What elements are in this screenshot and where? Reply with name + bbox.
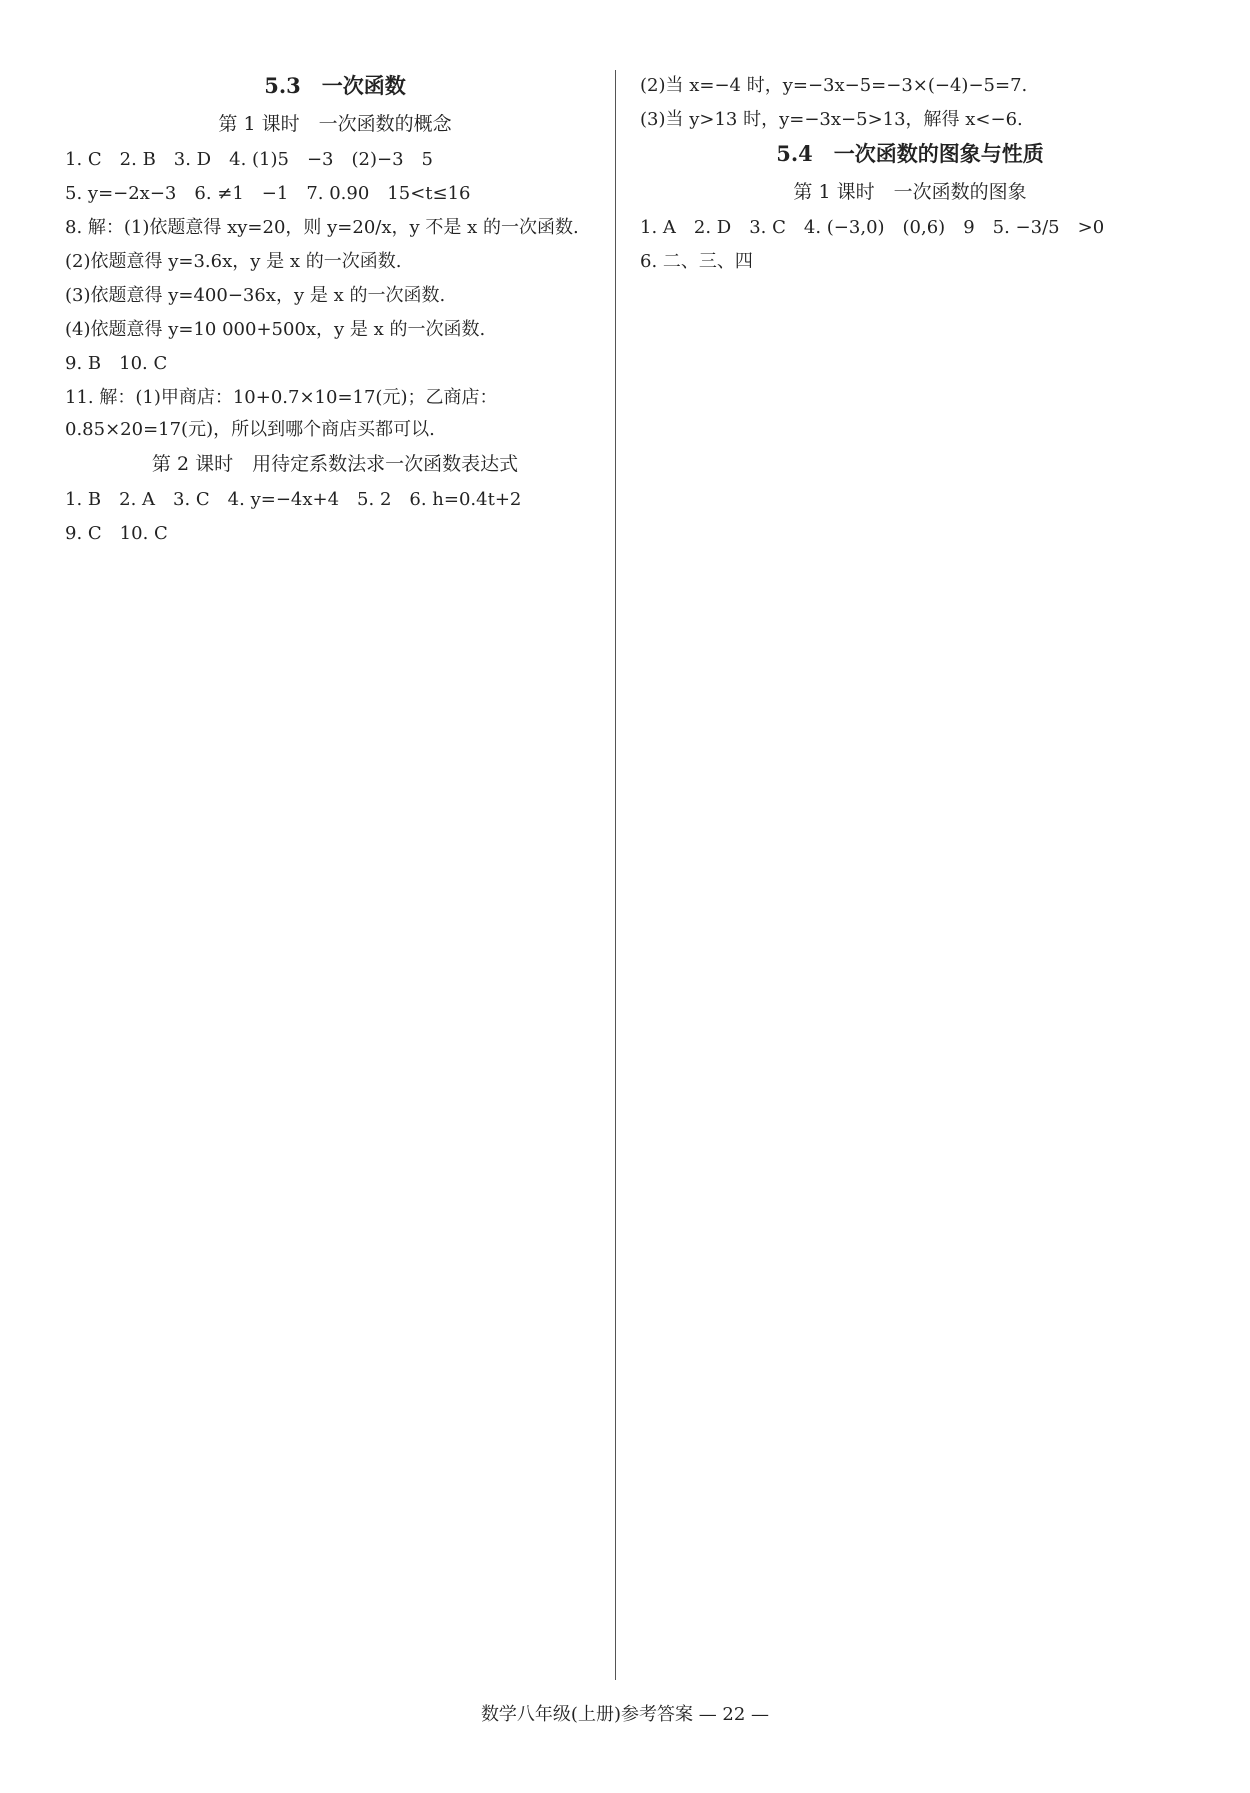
section-title: 5.4 一次函数的图象与性质 [776,141,1044,166]
answer-line: 5. y=−2x−3 6. ≠1 −1 7. 0.90 15<t≤16 [65,183,471,204]
lesson-title: 第 2 课时 用待定系数法求一次函数表达式 [151,453,519,475]
answer-list [640,212,1180,278]
answer-line: 6. 二、三、四 [640,251,753,272]
answer-line: 8. 解：(1)依题意得 xy=20，则 y=20/x，y 不是 x 的一次函数. [65,217,579,238]
left-column [65,70,605,552]
right-column [640,70,1180,280]
answer-line: 9. B 10. C [65,353,168,374]
answer-line: (4)依题意得 y=10 000+500x，y 是 x 的一次函数. [65,319,486,340]
answer-line: 11. 解：(1)甲商店：10+0.7×10=17(元)；乙商店：0.85×20=17(元)，所以到哪个商店买都可以. [65,387,498,440]
answer-line: (2)依题意得 y=3.6x，y 是 x 的一次函数. [65,251,402,272]
page-footer: 数学八年级(上册)参考答案 — 22 — [480,1704,770,1725]
answer-list [640,70,1180,136]
section-title: 5.3 一次函数 [264,73,406,98]
answer-line: (3)依题意得 y=400−36x，y 是 x 的一次函数. [65,285,446,306]
answer-list [65,144,605,446]
lesson-title: 第 1 课时 一次函数的概念 [218,113,452,135]
answer-line: 1. C 2. B 3. D 4. (1)5 −3 (2)−3 5 [65,149,433,170]
column-divider [615,70,616,1680]
answer-line: (2)当 x=−4 时，y=−3x−5=−3×(−4)−5=7. [640,75,1028,96]
answer-line: 1. A 2. D 3. C 4. (−3,0) (0,6) 9 5. −3/5 >0 [640,217,1105,238]
answer-list [65,484,605,550]
answer-line: (3)当 y>13 时，y=−3x−5>13，解得 x<−6. [640,109,1023,130]
answer-line: 9. C 10. C [65,523,168,544]
answer-line: 1. B 2. A 3. C 4. y=−4x+4 5. 2 6. h=0.4t+2 [65,489,522,510]
lesson-title: 第 1 课时 一次函数的图象 [793,181,1027,203]
